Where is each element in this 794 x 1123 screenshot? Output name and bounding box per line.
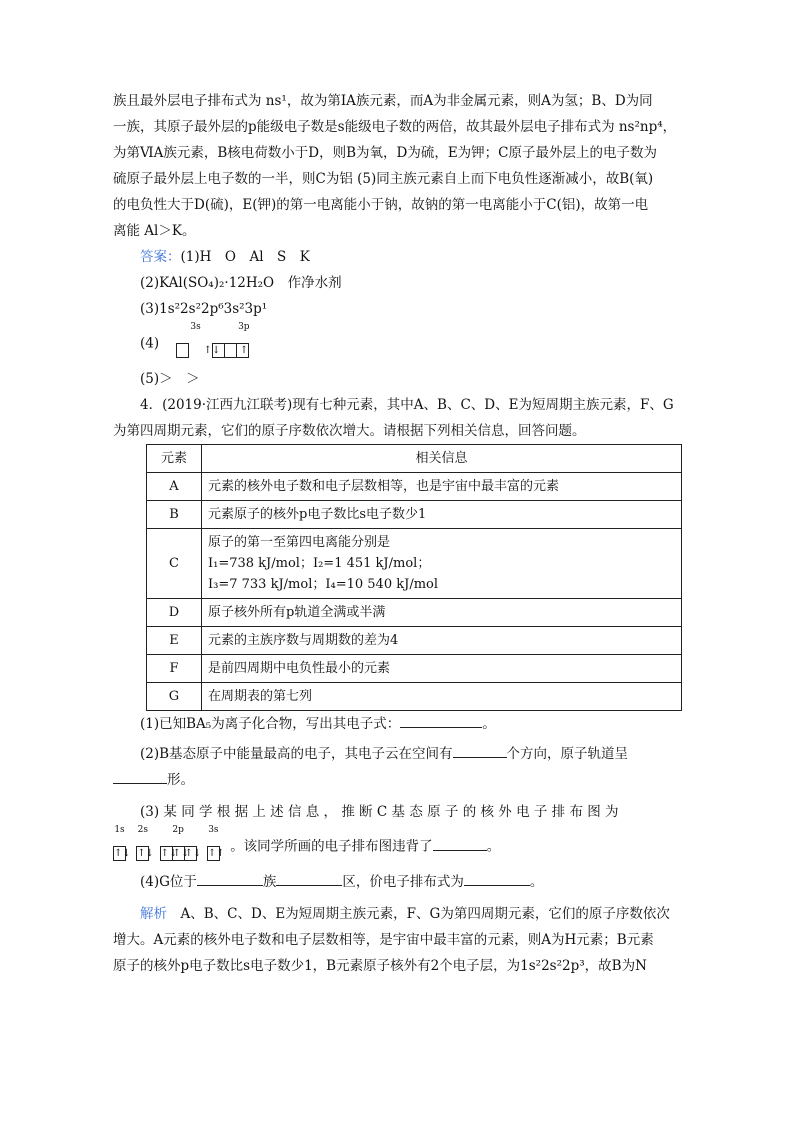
answer-line-1: [113, 244, 683, 270]
table-header-row: [147, 445, 682, 473]
orbital-2s: 2s ↑↓: [137, 825, 155, 859]
answer-5: (5)＞ ＞: [140, 371, 200, 387]
analysis-line-2: 增大。A元素的核外电子数和电子层数相等，是宇宙中最丰富的元素，则A为H元素；B元素: [113, 932, 654, 948]
question-intro-1: 4．(2019·江西九江联考)现有七种元素，其中A、B、C、D、E为短周期主族元素，F、G: [140, 397, 674, 413]
table-row: D 原子核外所有p轨道全满或半满: [147, 599, 682, 627]
orbital-3p: 3p ↑: [211, 322, 250, 366]
table-row: A 元素的核外电子数和电子层数相等，也是宇宙中最丰富的元素: [147, 473, 682, 501]
sub-question-1: (1)已知BA₅为离子化合物，写出其电子式： 。: [113, 711, 683, 737]
question-intro-2: 为第四周期元素，它们的原子序数依次增大。请根据下列相关信息，回答问题。: [113, 423, 586, 439]
sub-question-2-cont: 形。: [113, 767, 683, 793]
sub-question-4: (4)G位于 族 区，价电子排布式为 。: [113, 869, 683, 895]
sub-question-3-diagram: 1s ↑↓ 2s ↑↓ 2p ↑↓ ↑↓ ↑↓ 3s ↑↑ 。该同学所画的电子排布图违背了 。: [113, 825, 683, 869]
orbital-cell: ↑↑: [207, 848, 225, 859]
table-row: C 原子的第一至第四电离能分别是 I₁=738 kJ/mol；I₂=1 451 kJ/mol； I₃=7 733 kJ/mol；I₄=10 540 kJ/mol: [147, 529, 682, 599]
answer-4-prefix: (4): [140, 335, 160, 352]
answer-blank[interactable]: [113, 769, 167, 784]
answer-4: [113, 322, 683, 366]
text-line: 族且最外层电子排布式为 ns¹，故为第ⅠA族元素，而A为非金属元素，则A为氢；B、D为同: [113, 93, 653, 109]
text-line: 一族，其原子最外层的p能级电子数是s能级电子数的两倍，故其最外层电子排布式为 ns²np⁴，: [113, 119, 677, 135]
orbital-cell: ↑↓: [137, 848, 155, 859]
orbital-cell: [237, 344, 248, 357]
orbital-cell: ↑↓: [203, 345, 221, 356]
sub-question-2: (2)B基态原子中能量最高的电子，其电子云在空间有 个方向，原子轨道呈: [113, 741, 683, 767]
question-4: [113, 392, 683, 895]
table-row: F 是前四周期中电负性最小的元素: [147, 655, 682, 683]
text-line: 硫原子最外层上电子数的一半，则C为铝 (5)同主族元素自上而下电负性逐渐减小，故B(氧): [113, 171, 654, 187]
orbital-3s: 3s ↑↓: [163, 322, 200, 366]
orbital-cell: ↑↓: [160, 848, 178, 859]
orbital-cell: ↑↓: [114, 848, 131, 859]
orbital-cell: ↑: [213, 344, 225, 357]
orbital-2p: 2p ↑↓ ↑↓ ↑↓: [160, 825, 202, 859]
analysis-line-3: 原子的核外p电子数比s电子数少1，B元素原子核外有2个电子层，为1s²2s²2p³，故B为N: [113, 958, 647, 974]
table-row: E 元素的主族序数与周期数的差为4: [147, 627, 682, 655]
analysis-line-1: 解析 A、B、C、D、E为短周期主族元素，F、G为第四周期元素，它们的原子序数依次: [140, 906, 670, 922]
orbital-cell: [225, 344, 237, 357]
orbital-cell: ↑↓: [184, 848, 202, 859]
answer-1: (1)H O Al S K: [180, 249, 310, 265]
table-header: 相关信息: [202, 445, 682, 473]
table-row: B 元素原子的核外p电子数比s电子数少1: [147, 501, 682, 529]
text-line: 为第ⅥA族元素，B核电荷数小于D，则B为氧，D为硫，E为钾；C原子最外层上的电子数为: [113, 145, 658, 161]
answer-blank[interactable]: [464, 871, 530, 886]
solution-paragraph: [113, 88, 683, 244]
answer-block: [113, 244, 683, 392]
table-row: G 在周期表的第七列: [147, 683, 682, 711]
answer-2: (2)KAl(SO₄)₂·12H₂O 作净水剂: [140, 275, 342, 291]
element-info-table: [146, 444, 682, 711]
answer-blank[interactable]: [197, 871, 263, 886]
text-line: 的电负性大于D(硫)，E(钾)的第一电离能小于钠，故钠的第一电离能小于C(铝)，故第一电: [113, 197, 649, 213]
analysis-label: 解析: [140, 906, 167, 922]
text-line: 离能 Al＞K。: [113, 223, 196, 239]
orbital-1s: 1s ↑↓: [114, 825, 131, 859]
answer-label: 答案：: [140, 249, 181, 265]
orbital-3s: 3s ↑↑: [207, 825, 225, 859]
table-header: 元素: [147, 445, 202, 473]
document-page: [113, 88, 683, 979]
answer-blank[interactable]: [433, 836, 487, 851]
answer-blank[interactable]: [453, 743, 507, 758]
answer-blank[interactable]: [276, 871, 342, 886]
orbital-cell: ↑↓: [172, 848, 190, 859]
answer-blank[interactable]: [400, 713, 482, 728]
answer-3: (3)1s²2s²2p⁶3s²3p¹: [140, 301, 268, 317]
sub-question-3: (3) 某 同 学 根 据 上 述 信 息 ， 推 断 C 基 态 原 子 的 核 外 电 子 排 布 图 为: [140, 804, 619, 820]
analysis-block: [113, 901, 683, 979]
